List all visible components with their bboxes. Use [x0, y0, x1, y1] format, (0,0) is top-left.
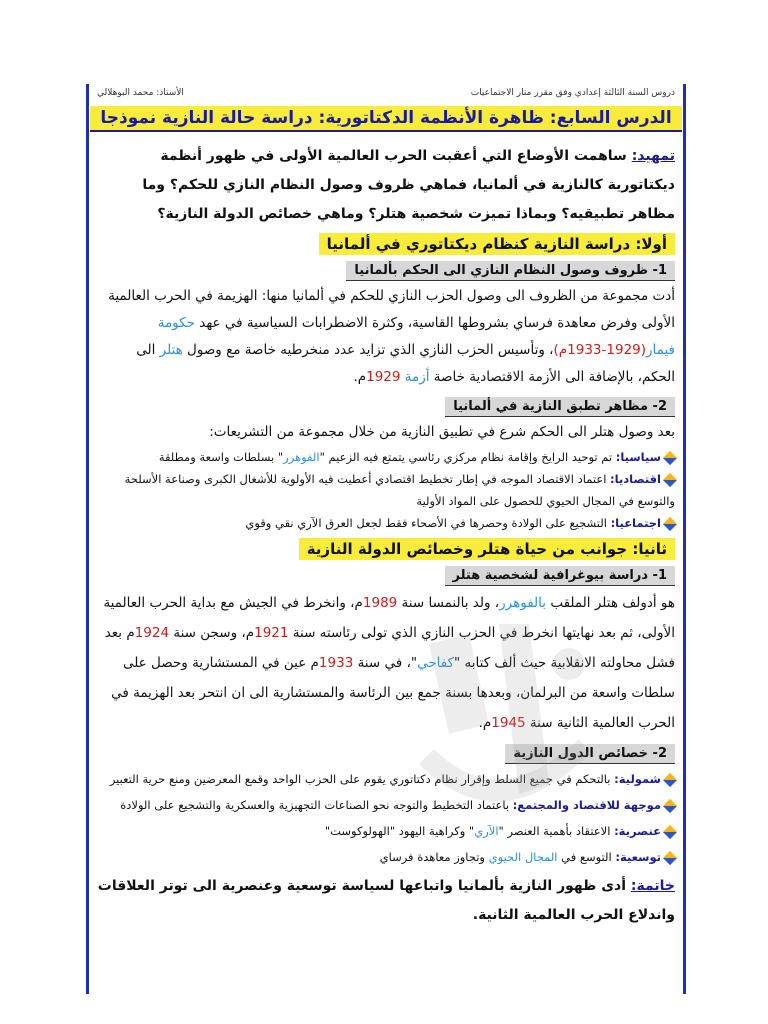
- lesson-title: الدرس السابع: ظاهرة الأنظمة الدكتاتورية: دراسة حالة النازية نموذجا: [89, 106, 683, 132]
- section1-heading: أولا: دراسة النازية كنظام ديكتاتوري في ألمانيا: [97, 233, 675, 255]
- application-bullets: [97, 446, 675, 534]
- list-item: موجهة للاقتصاد والمجتمع: باعتماد التخطيط والتوجه نحو الصناعات التجهيزية والعسكرية والتشجيع على الولادة: [97, 792, 675, 818]
- weimar-years: (1929-1933م): [553, 342, 647, 358]
- crisis-term: أزمة: [404, 369, 430, 385]
- application-intro: بعد وصول هتلر الى الحكم شرع في تطبيق النازية من خلال مجموعة من التشريعات:: [209, 424, 675, 440]
- page-header: [97, 88, 675, 104]
- conclusion-label: خاتمة:: [630, 878, 675, 894]
- lesson-content: [97, 142, 675, 944]
- conditions-paragraph: أدت مجموعة من الظروف الى وصول الحزب النازي للحكم في ألمانيا منها: الهزيمة في الحرب العالمية الأولى وفرض معاهدة فرساي بشروطها القاسية، وكثرة الاضطرابات السياسية في عهد حكومة فيمار(1929-1933م)، وتأسيس الحزب النازي الذي تزايد عدد منخرطيه خاصة مع وصول هتلر الى الحكم، بالإضافة الى الأزمة الاقتصادية خاصة أزمة 1929م.: [108, 288, 675, 385]
- bullet-arrow-icon: [663, 798, 677, 812]
- conclusion-paragraph: خاتمة: أدى ظهور النازية بألمانيا واتباعها لسياسة توسعية وعنصرية الى توتر العلاقات واندلاع الحرب العالمية الثانية.: [97, 878, 675, 923]
- section2-sub2-heading: 2- خصائص الدول النازية: [97, 742, 675, 764]
- bullet-arrow-icon: [663, 450, 677, 464]
- list-item: عنصرية: الاعتقاد بأهمية العنصر "الآري" وكراهية اليهود "الهولوكوست": [97, 818, 675, 844]
- intro-paragraph: [97, 142, 675, 229]
- weimar-term: حكومة فيمار: [157, 315, 675, 358]
- bullet-arrow-icon: [663, 472, 677, 486]
- section2-heading: ثانيا: جوانب من حياة هتلر وخصائص الدولة النازية: [97, 538, 675, 560]
- list-item: سياسيا: تم توحيد الرايخ وإقامة نظام مركزي رئاسي يتمتع فيه الزعيم "الفوهرر" بسلطات واسعة ومطلقة: [97, 446, 675, 468]
- bullet-arrow-icon: [663, 850, 677, 864]
- bullet-arrow-icon: [663, 516, 677, 530]
- section1-sub1-heading: 1- ظروف وصول النظام النازي الى الحكم بألمانيا: [97, 259, 675, 281]
- bullet-arrow-icon: [663, 772, 677, 786]
- list-item: اجتماعيا: التشجيع على الولادة وحصرها في الأصحاء فقط لجعل العرق الآري نقي وقوي: [97, 512, 675, 534]
- intro-label: تمهيد:: [631, 148, 675, 164]
- list-item: توسعية: التوسع في المجال الحيوي وتجاوز معاهدة فرساي: [97, 844, 675, 870]
- biography-paragraph: هو أدولف هتلر الملقب بالفوهرر، ولد بالنمسا سنة 1989م، وانخرط في الجيش مع بداية الحرب العالمية الأولى، ثم بعد نهايتها انخرط في الحزب النازي الذي تولى رئاسته سنة 1921م، وسجن سنة 1924م بعد فشل محاولته الانقلابية حيث ألف كتابه "كفاحي"، في سنة 1933م عين في المستشارية وحصل على سلطات واسعة من البرلمان، وبعدها بسنة جمع بين الرئاسة والمستشارية الى ان انتحر بعد الهزيمة في الحرب العالمية الثانية سنة 1945م.: [103, 595, 675, 731]
- section2-sub1-heading: 1- دراسة بيوغرافية لشخصية هتلر: [97, 564, 675, 586]
- document-page: [86, 84, 686, 994]
- crisis-year: 1929: [366, 369, 401, 385]
- header-teacher-name: الأستاذ: محمد البوهلالي: [97, 88, 184, 98]
- characteristics-bullets: [97, 766, 675, 870]
- hitler-term: هتلر: [159, 342, 183, 358]
- list-item: شمولية: بالتحكم في جميع السلط وإقرار نظام دكتاتوري يقوم على الحزب الواحد وقمع المعرضين ومنع حرية التعبير: [97, 766, 675, 792]
- header-left-note: دروس السنة الثالثة إعدادي وفق مقرر منار الاجتماعيات: [470, 88, 675, 98]
- bullet-arrow-icon: [663, 824, 677, 838]
- list-item: اقتصاديا: اعتماد الاقتصاد الموجه في إطار تخطيط اقتصادي أعطيت فيه الأولوية للأشغال الكبرى وصناعة الأسلحة والتوسع في المجال الحيوي للحصول على المواد الأولية: [97, 468, 675, 512]
- intro-text: ساهمت الأوضاع التي أعقبت الحرب العالمية الأولى في ظهور أنظمة ديكتاتورية كالنازية في ألمانيا، فماهي ظروف وصول النظام النازي للحكم؟ وما مظاهر تطبيقيه؟ وبماذا تميزت شخصية هتلر؟ وماهي خصائص الدولة النازية؟: [142, 148, 675, 222]
- section1-sub2-heading: 2- مظاهر تطبق النازية في ألمانيا: [97, 395, 675, 417]
